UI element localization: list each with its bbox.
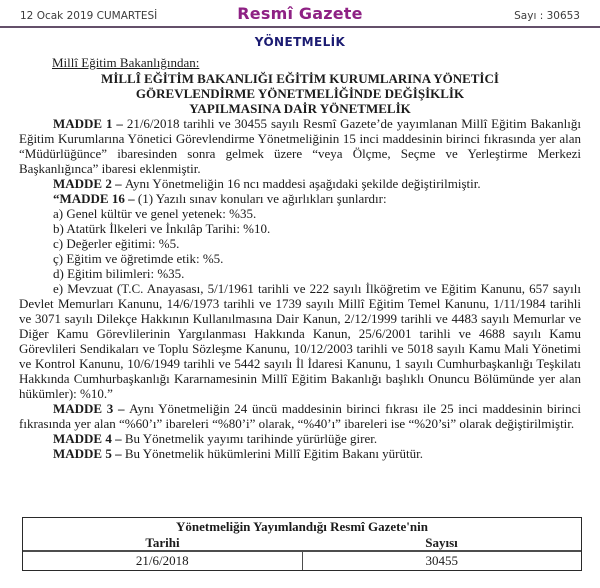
masthead-divider-rule xyxy=(0,26,600,28)
article-paragraph-madde-3 xyxy=(19,401,581,431)
article-lead: MADDE 2 – xyxy=(53,176,125,191)
gazette-issue-number: Sayı : 30653 xyxy=(514,10,580,22)
regulation-title-line: GÖREVLENDİRME YÖNETMELİĞİNDE DEĞİŞİKLİK xyxy=(135,86,465,101)
article-text: d) Eğitim bilimleri: %35. xyxy=(53,266,185,281)
document-body xyxy=(0,55,600,461)
article-text: 21/6/2018 tarihli ve 30455 sayılı Resmî Gazete’de yayımlanan Millî Eğitim Bakanlığı Eğitim Kurumlarına Yönetici Görevlendirme Yönetmeliğinin 15 inci maddesinin birinci fıkrasında yer alan “Müdürlüğünce” ibaresinden sonra gelmek üzere “veya Ölçme, Seçme ve Yerleştirme Merkezi Başkanlığınca” ibaresi eklenmiştir. xyxy=(19,116,581,176)
article-paragraph-madde-5 xyxy=(19,446,581,461)
article-text: (1) Yazılı sınav konuları ve ağırlıkları şunlardır: xyxy=(137,191,387,206)
publication-date-cell: 21/6/2018 xyxy=(23,552,303,570)
article-text: ç) Eğitim ve öğretimde etik: %5. xyxy=(53,251,224,266)
publication-number-cell: 30455 xyxy=(425,553,458,568)
list-item-cc xyxy=(19,251,581,266)
regulation-title-line: MİLLÎ EĞİTİM BAKANLIĞI EĞİTİM KURUMLARINA YÖNETİCİ xyxy=(101,71,499,86)
article-text: a) Genel kültür ve genel yetenek: %35. xyxy=(53,206,257,221)
list-item-b xyxy=(19,221,581,236)
gazette-masthead-title: Resmî Gazete xyxy=(237,4,363,23)
article-text: b) Atatürk İlkeleri ve İnkılâp Tarihi: %10. xyxy=(53,221,271,236)
publication-table-col-number: Sayısı xyxy=(425,535,458,550)
list-item-c xyxy=(19,236,581,251)
article-text: Aynı Yönetmeliğin 24 üncü maddesinin birinci fıkrası ile 25 inci maddesinin birinci fıkrasında yer alan “%60’ı” ibareleri “%80’i” olarak, “%40’ı” ibareleri ise “%20’si” olarak değiştirilmiştir. xyxy=(19,401,581,431)
gazette-date: 12 Ocak 2019 CUMARTESİ xyxy=(20,10,158,22)
article-paragraph-madde-16 xyxy=(19,191,581,206)
article-lead: MADDE 5 – xyxy=(53,446,125,461)
article-lead: “MADDE 16 – xyxy=(53,191,138,206)
publication-table-col-date: Tarihi xyxy=(145,535,180,550)
article-lead: MADDE 3 – xyxy=(53,401,130,416)
list-item-e xyxy=(19,281,581,401)
article-text: e) Mevzuat (T.C. Anayasası, 5/1/1961 tarihli ve 222 sayılı İlköğretim ve Eğitim Kanunu, 657 sayılı Devlet Memurları Kanunu, 14/6/1973 tarihli ve 1739 sayılı Millî Eğitim Temel Kanunu, 1/11/1984 tarihli ve 3071 sayılı Dilekçe Hakkının Kullanılmasına Dair Kanun, 2/12/1999 tarihli ve 4483 sayılı Memurlar ve Diğer Kamu Görevlilerinin Yargılanması Hakkında Kanun, 25/6/2001 tarihli ve 4688 sayılı Kamu Görevlileri Sendikaları ve Toplu Sözleşme Kanunu, 10/12/2003 tarihli ve 5018 sayılı Kamu Mali Yönetimi ve Kontrol Kanunu, 10/6/1949 tarihli ve 5442 sayılı İl İdaresi Kanunu, 1 sayılı Cumhurbaşkanlığı Teşkilatı Hakkında Cumhurbaşkanlığı Kararnamesinin Millî Eğitim Bakanlığı başlıklı Onuncu Bölümünde yer alan hükümler): %10.” xyxy=(19,281,581,401)
publication-table-data-row xyxy=(23,550,581,570)
publication-table-header-row xyxy=(23,535,581,550)
regulation-title xyxy=(19,71,581,116)
masthead xyxy=(0,0,600,23)
section-heading: YÖNETMELİK xyxy=(254,35,346,49)
list-item-a xyxy=(19,206,581,221)
article-paragraph-madde-1 xyxy=(19,116,581,176)
publication-table-title: Yönetmeliğin Yayımlandığı Resmî Gazete'nin xyxy=(176,519,428,534)
article-lead: MADDE 1 – xyxy=(53,116,127,131)
regulation-title-line: YAPILMASINA DAİR YÖNETMELİK xyxy=(189,101,411,116)
list-item-d xyxy=(19,266,581,281)
article-text: Bu Yönetmelik hükümlerini Millî Eğitim Bakanı yürütür. xyxy=(124,446,423,461)
publication-info-table xyxy=(22,517,582,571)
issuing-authority: Millî Eğitim Bakanlığından: xyxy=(52,55,200,70)
article-text: Aynı Yönetmeliğin 16 ncı maddesi aşağıdaki şekilde değiştirilmiştir. xyxy=(124,176,481,191)
article-text: Bu Yönetmelik yayımı tarihinde yürürlüğe girer. xyxy=(124,431,378,446)
article-text: c) Değerler eğitimi: %5. xyxy=(53,236,180,251)
article-paragraph-madde-4 xyxy=(19,431,581,446)
article-paragraph-madde-2 xyxy=(19,176,581,191)
article-lead: MADDE 4 – xyxy=(53,431,125,446)
